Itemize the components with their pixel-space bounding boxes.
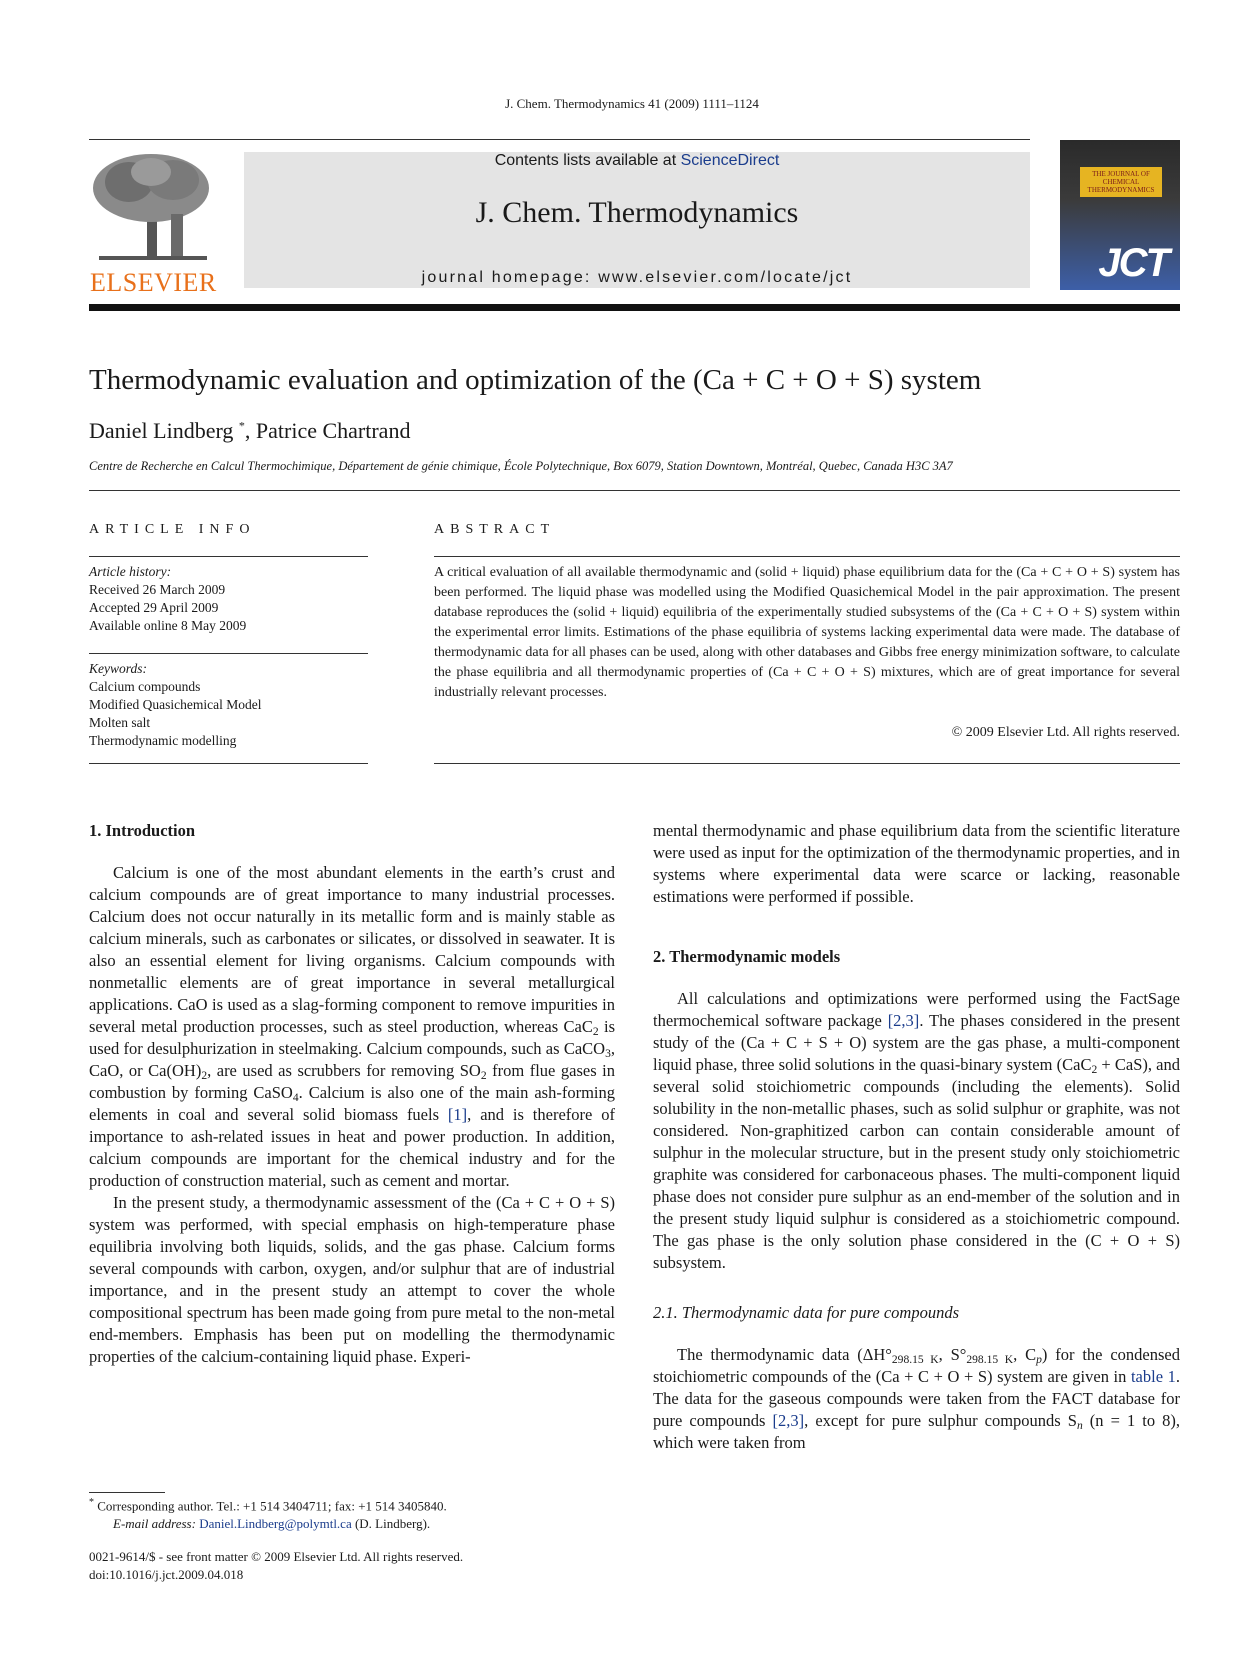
contents-prefix: Contents lists available at: [494, 152, 681, 169]
journal-title: J. Chem. Thermodynamics: [475, 196, 799, 229]
abstract-heading: ABSTRACT: [434, 522, 556, 537]
subsection-heading-pure-compounds: 2.1. Thermodynamic data for pure compounds: [653, 1303, 959, 1322]
keyword: Thermodynamic modelling: [89, 733, 237, 748]
abstract-text: A critical evaluation of all available thermodynamic and (solid + liquid) phase equilibrium data for the (Ca + C + O + S) system has been performed. The liquid phase was modelled using the Modified Quasichemical Model in the pair approximation. The present database reproduces the (solid + liquid) equilibria of the experimentally studied subsystems of the (Ca + C + O + S) system within the experimental error limits. Estimations of the phase equilibria of systems lacking experimental data were made. The database of thermodynamic data for all phases can be used, along with other databases and Gibbs free energy minimization software, to calculate the phase equilibria and all thermodynamic properties of (Ca + C + O + S) mixtures, which are of great importance for several industrially relevant processes.: [434, 565, 1180, 700]
article-info-rule: [89, 556, 368, 557]
intro-paragraph-2-continued: mental thermodynamic and phase equilibrium data from the scientific literature were used as input for the optimization of the thermodynamic properties, and in systems where experimental data were scarce or lacking, reasonable estimations were performed if possible.: [653, 821, 1180, 906]
cover-jct-mark: JCT: [1098, 241, 1168, 285]
abstract-rule: [434, 556, 1180, 557]
tree-logo-icon: [89, 152, 217, 264]
pure-compounds-paragraph: The thermodynamic data ($\Delta H^\circ_{298.15 K}$, $S^\circ_{298.15 K}$, $C_p$) for the condensed stoichiometric compounds of the (Ca + C + O + S) system are given in table 1. The data for the gaseous compounds were taken from the FACT database for pure compounds [2,3], except for pure sulphur compounds $S_n$ (n = 1 to 8), which were taken from: [653, 1345, 1180, 1452]
footnote-corresponding: * Corresponding author. Tel.: +1 514 3404711; fax: +1 514 3405840.: [89, 1497, 447, 1514]
keyword: Molten salt: [89, 715, 151, 730]
footnote: [89, 1494, 615, 1533]
page-footer: [89, 1548, 463, 1584]
article-history: [89, 563, 246, 635]
author-chartrand: , Patrice Chartrand: [244, 418, 411, 443]
issn-line: 0021-9614/$ - see front matter © 2009 Elsevier Ltd. All rights reserved.: [89, 1549, 464, 1564]
corresponding-author-mark[interactable]: *: [238, 418, 245, 433]
received-date: Received 26 March 2009: [89, 582, 226, 597]
history-label: Article history:: [89, 564, 172, 579]
table-1-link[interactable]: table 1: [1130, 1367, 1176, 1386]
footnote-email: E-mail address: Daniel.Lindberg@polymtl.ca (D. Lindberg).: [113, 1516, 431, 1532]
paper-title: Thermodynamic evaluation and optimization of the (Ca + C + O + S) system: [89, 364, 982, 396]
reference-link-2-3[interactable]: [2,3]: [772, 1411, 805, 1430]
elsevier-wordmark: ELSEVIER: [90, 268, 217, 297]
keyword: Calcium compounds: [89, 679, 201, 694]
abstract-copyright: © 2009 Elsevier Ltd. All rights reserved.: [951, 725, 1180, 740]
journal-homepage-link[interactable]: journal homepage: www.elsevier.com/locate/jct: [421, 269, 853, 286]
section-heading-introduction: 1. Introduction: [89, 821, 196, 840]
footnote-rule: [89, 1492, 165, 1493]
email-link[interactable]: Daniel.Lindberg@polymtl.ca: [199, 1516, 352, 1532]
affiliation-rule: [89, 490, 1180, 491]
article-info-rule: [89, 763, 368, 764]
section-heading-models: 2. Thermodynamic models: [653, 947, 841, 966]
header-thick-rule: [89, 304, 1180, 311]
body-right-column: [653, 820, 1180, 1454]
abstract-rule: [434, 763, 1180, 764]
affiliation: Centre de Recherche en Calcul Thermochimique, Département de génie chimique, École Polytechnique, Box 6079, Station Downtown, Montréal, Quebec, Canada H3C 3A7: [89, 459, 953, 473]
sciencedirect-link[interactable]: ScienceDirect: [680, 152, 780, 169]
keyword: Modified Quasichemical Model: [89, 697, 262, 712]
intro-paragraph-1: Calcium is one of the most abundant elements in the earth’s crust and calcium compounds are of great importance to many industrial processes. Calcium does not occur naturally in its metallic form and is mainly stable as calcium minerals, such as carbonates or silicates, or dissolved in seawater. It is also an essential element for living organisms. Calcium compounds with nonmetallic elements are of great importance in several metallurgical applications. CaO is used as a slag-forming component to remove impurities in several metal production processes, such as steel production, whereas CaC$_2$ is used for desulphurization in steelmaking. Calcium compounds, such as CaCO$_3$, CaO, or $Ca(OH)_2$, are used as scrubbers for removing $SO_2$ from flue gases in combustion by forming CaSO$_4$. Calcium is also one of the main ash-forming elements in coal and several solid biomass fuels [1], and is therefore of importance to ash-related issues in heat and power production. In addition, calcium compounds are important for the chemical industry and for the production of construction material, such as cement and mortar.: [89, 863, 616, 1190]
reference-link-1[interactable]: [1]: [447, 1105, 468, 1124]
doi-line[interactable]: doi:10.1016/j.jct.2009.04.018: [89, 1567, 244, 1582]
header-rule: [89, 139, 1030, 140]
keywords-label: Keywords:: [89, 661, 147, 676]
author-lindberg: Daniel Lindberg: [89, 418, 234, 443]
authors: [89, 418, 410, 444]
body-left-column: [89, 820, 615, 1368]
reference-link-2-3[interactable]: [2,3]: [887, 1011, 920, 1030]
contents-line: [244, 152, 1030, 170]
article-info-heading: ARTICLE INFO: [89, 522, 256, 537]
accepted-date: Accepted 29 April 2009: [89, 600, 219, 615]
journal-reference: J. Chem. Thermodynamics 41 (2009) 1111–1124: [505, 96, 759, 111]
models-paragraph: All calculations and optimizations were performed using the FactSage thermochemical software package [2,3]. The phases considered in the present study of the (Ca + C + S + O) system are the gas phase, a multi-component liquid phase, three solid solutions in the quasi-binary system (CaC$_2$ + CaS), and several solid stoichiometric compounds (including the elements). Solid solubility in the non-metallic phases, such as solid sulphur or graphite, was not considered. Non-graphitized carbon can contain considerable amount of sulphur in the molecular structure, but in the present study only stoichiometric graphite was considered for carbonaceous phases. The multi-component liquid phase does not consider pure sulphur as an end-member of the solution and in the present study liquid sulphur is considered as a stoichiometric compound. The gas phase is the only solution phase considered in the (C + O + S) subsystem.: [653, 989, 1180, 1272]
online-date: Available online 8 May 2009: [89, 618, 247, 633]
article-info-rule: [89, 653, 368, 654]
keywords: [89, 660, 261, 750]
intro-paragraph-2: In the present study, a thermodynamic assessment of the (Ca + C + O + S) system was performed, with special emphasis on high-temperature phase equilibria involving both liquids, solids, and the gas phase. Calcium forms several compounds with carbon, oxygen, and/or sulphur that are of industrial importance, and in the present study an attempt to cover the whole compositional spectrum has been made going from pure metal to the non-metal end-members. Emphasis has been put on modelling the thermodynamic properties of the calcium-containing liquid phase. Experi-: [89, 1193, 615, 1366]
journal-cover: [1060, 140, 1180, 290]
cover-label: THE JOURNAL OF CHEMICAL THERMODYNAMICS: [1080, 167, 1162, 197]
